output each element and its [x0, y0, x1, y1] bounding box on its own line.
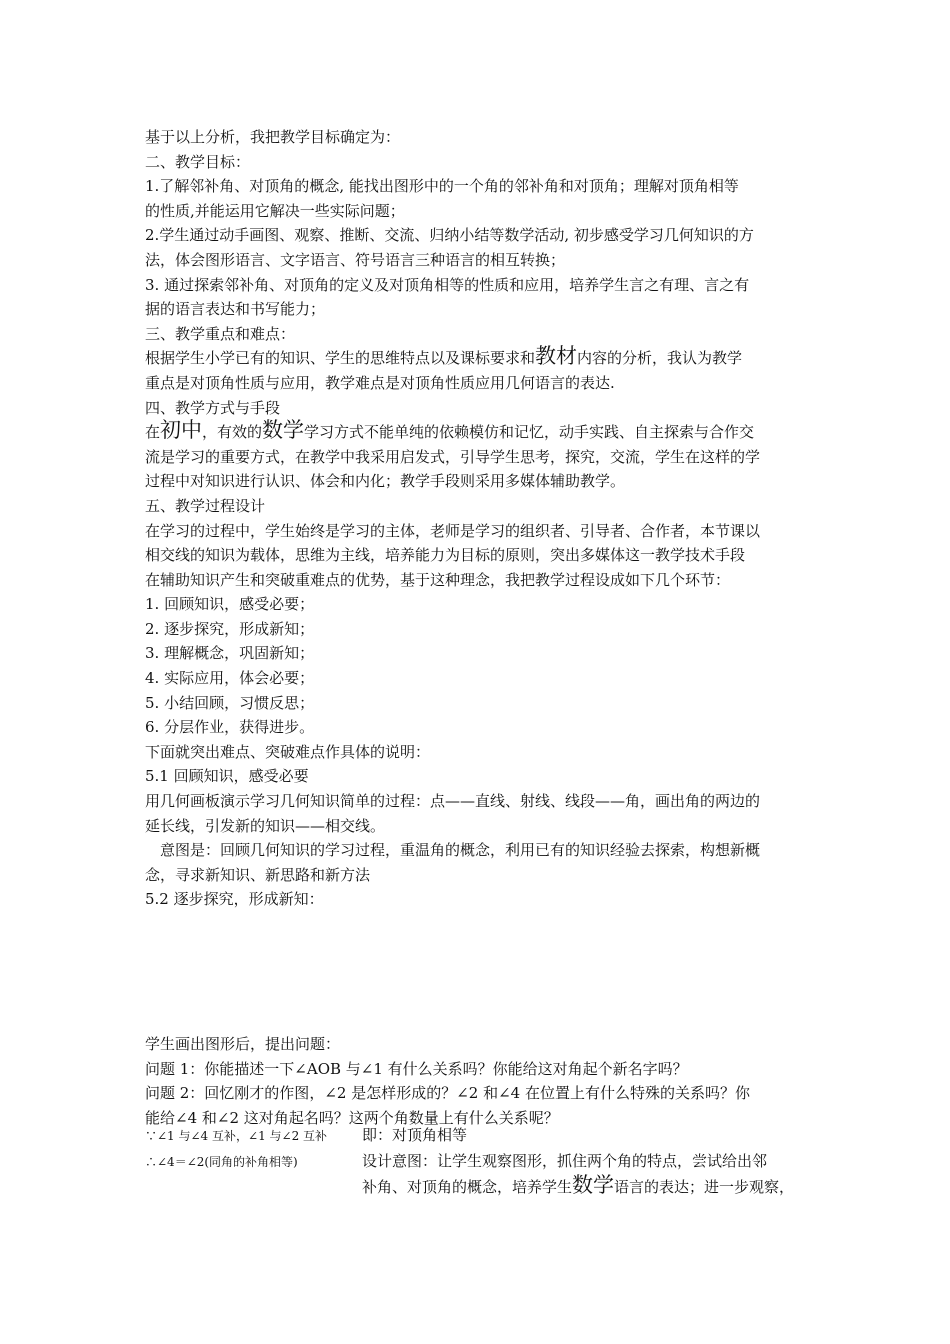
question-line: 问题 2：回忆刚才的作图，∠2 是怎样形成的？∠2 和∠4 在位置上有什么特殊的关系吗？你 [145, 1084, 750, 1103]
text-line: 学生画出图形后，提出问题： [145, 1035, 341, 1053]
text-span: 语言的表达；进一步观察， [614, 1178, 795, 1196]
list-item: 6. 分层作业，获得进步。 [145, 718, 315, 737]
text-line: 据的语言表达和书写能力； [145, 300, 326, 319]
large-text: 初中 [160, 418, 203, 443]
text-line [362, 1174, 822, 1200]
text-span: ，有效的 [202, 423, 263, 442]
text-line: 2.学生通过动手画图、观察、推断、交流、归纳小结等数学活动, 初步感受学习几何知识的方 [145, 226, 754, 245]
text-line: 基于以上分析，我把教学目标确定为： [145, 128, 401, 146]
text-line: 即：对顶角相等 [362, 1126, 468, 1144]
list-item: 1. 回顾知识，感受必要； [145, 595, 315, 614]
list-item: 5. 小结回顾，习惯反思； [145, 693, 315, 712]
main-text [145, 125, 815, 1130]
question-line: 问题 1：你能描述一下∠AOB 与∠1 有什么关系吗？你能给这对角起个新名字吗？ [145, 1059, 688, 1078]
text-line [145, 346, 815, 371]
text-line: 延长线，引发新的知识——相交线。 [145, 816, 386, 835]
text-line: 设计意图：让学生观察图形，抓住两个角的特点，尝试给出邻 [362, 1152, 768, 1170]
text-span: 根据学生小学已有的知识、学生的思维特点以及课标要求和 [145, 349, 536, 368]
text-span: 学习方式不能单纯的依赖模仿和记忆，动手实践、自主探索与合作交 [304, 423, 755, 442]
section-heading: 三、教学重点和难点： [145, 324, 296, 343]
text-line: 念，寻求新知识、新思路和新方法 [145, 865, 371, 884]
proof-line: ∵∠1 与∠4 互补，∠1 与∠2 互补 [145, 1129, 328, 1143]
text-span: 在 [145, 423, 161, 442]
list-item: 2. 逐步探究，形成新知； [145, 619, 315, 638]
text-line: 的性质,并能运用它解决一些实际问题； [145, 201, 405, 220]
section-heading: 二、教学目标： [145, 152, 251, 171]
section-heading: 四、教学方式与手段 [145, 398, 281, 417]
subsection-heading: 5.1 回顾知识，感受必要 [145, 767, 309, 786]
question-line: 能给∠4 和∠2 这对角起名吗？这两个角数量上有什么关系呢？ [145, 1108, 559, 1127]
figure-space [145, 912, 815, 1032]
text-line: 法，体会图形语言、文字语言、符号语言三种语言的相互转换； [145, 250, 566, 269]
large-text: 数学 [572, 1173, 615, 1197]
text-line: 相交线的知识为载体，思维为主线，培养能力为目标的原则，突出多媒体这一教学技术手段 [145, 546, 746, 565]
text-line: 用几何画板演示学习几何知识简单的过程：点——直线、射线、线段——角，画出角的两边的 [145, 792, 761, 811]
large-text: 数学 [262, 418, 305, 443]
text-line: 重点是对顶角性质与应用，教学难点是对顶角性质应用几何语言的表达. [145, 373, 615, 392]
text-line: 3. 通过探索邻补角、对顶角的定义及对顶角相等的性质和应用，培养学生言之有理、言之有 [145, 275, 750, 294]
text-line: 在辅助知识产生和突破重难点的优势，基于这种理念，我把教学过程设成如下几个环节： [145, 570, 731, 589]
text-line: 下面就突出难点、突破难点作具体的说明： [145, 742, 431, 761]
text-line [145, 420, 815, 445]
proof-box [145, 1123, 360, 1175]
design-intent-block [362, 1122, 822, 1200]
text-line: 在学习的过程中，学生始终是学习的主体，老师是学习的组织者、引导者、合作者，本节课以 [145, 521, 761, 540]
list-item: 4. 实际应用，体会必要； [145, 669, 315, 688]
text-line: 过程中对知识进行认识、体会和内化；教学手段则采用多媒体辅助教学。 [145, 472, 626, 491]
subsection-heading: 5.2 逐步探究，形成新知： [145, 890, 324, 909]
text-line: 1.了解邻补角、对顶角的概念, 能找出图形中的一个角的邻补角和对顶角；理解对顶角相等 [145, 177, 739, 196]
proof-line: ∴∠4＝∠2(同角的补角相等) [145, 1155, 298, 1169]
list-item: 3. 理解概念，巩固新知； [145, 644, 315, 663]
text-span: 内容的分析，我认为教学 [577, 349, 743, 368]
large-text: 教材 [535, 344, 578, 369]
text-span: 补角、对顶角的概念，培养学生 [362, 1178, 573, 1196]
text-line: 流是学习的重要方式，在教学中我采用启发式，引导学生思考，探究，交流，学生在这样的学 [145, 447, 761, 466]
section-heading: 五、教学过程设计 [145, 496, 266, 515]
text-line: 意图是：回顾几何知识的学习过程，重温角的概念，利用已有的知识经验去探索，构想新概 [145, 841, 761, 860]
